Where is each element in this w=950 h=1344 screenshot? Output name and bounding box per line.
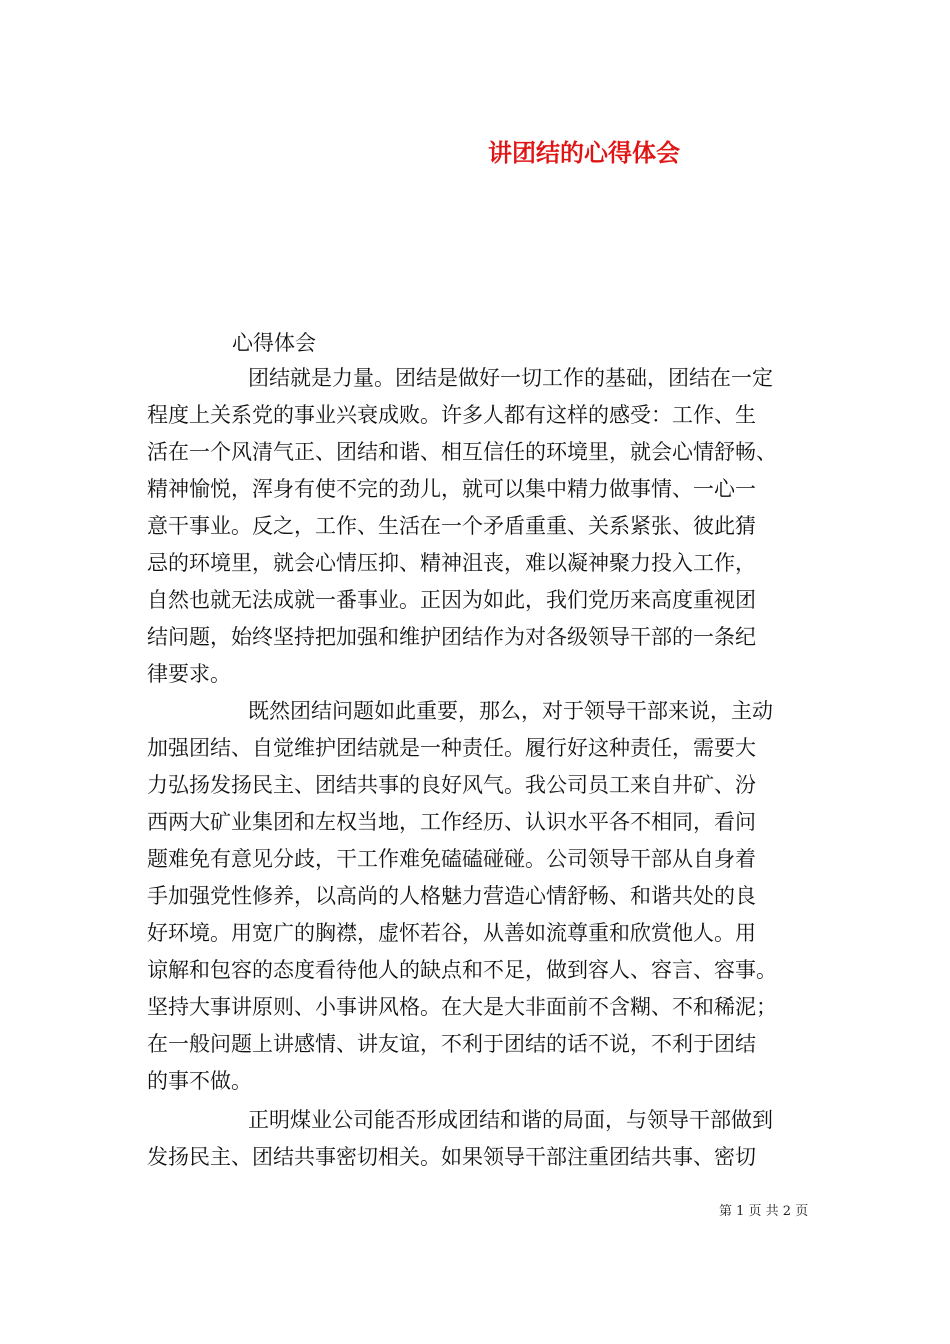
text-line: 好环境。用宽广的胸襟，虚怀若谷，从善如流尊重和欣赏他人。用 (147, 921, 756, 945)
text-line: 程度上关系党的事业兴衰成败。许多人都有这样的感受：工作、生 (147, 403, 756, 427)
text-line: 加强团结、自觉维护团结就是一种责任。履行好这种责任，需要大 (147, 736, 756, 760)
text-line: 在一般问题上讲感情、讲友谊，不利于团结的话不说，不利于团结 (147, 1032, 756, 1056)
text-line: 忌的环境里，就会心情压抑、精神沮丧，难以凝神聚力投入工作， (147, 551, 756, 575)
text-line: 力弘扬发扬民主、团结共事的良好风气。我公司员工来自井矿、汾 (147, 773, 756, 797)
text-line: 正明煤业公司能否形成团结和谐的局面，与领导干部做到 (248, 1108, 773, 1132)
text-line: 手加强党性修养，以高尚的人格魅力营造心情舒畅、和谐共处的良 (147, 884, 756, 908)
text-line: 自然也就无法成就一番事业。正因为如此，我们党历来高度重视团 (147, 588, 756, 612)
text-line: 既然团结问题如此重要，那么，对于领导干部来说，主动 (248, 699, 773, 723)
page-title: 讲团结的心得体会 (488, 138, 680, 167)
page-footer: 第 1 页 共 2 页 (719, 1204, 809, 1219)
text-line: 谅解和包容的态度看待他人的缺点和不足，做到容人、容言、容事。 (147, 958, 777, 982)
text-line: 团结就是力量。团结是做好一切工作的基础，团结在一定 (248, 366, 773, 390)
text-line: 结问题，始终坚持把加强和维护团结作为对各级领导干部的一条纪 (147, 625, 756, 649)
text-line: 律要求。 (147, 662, 231, 686)
text-line: 的事不做。 (147, 1069, 252, 1093)
text-line: 坚持大事讲原则、小事讲风格。在大是大非面前不含糊、不和稀泥； (147, 995, 777, 1019)
text-line: 活在一个风清气正、团结和谐、相互信任的环境里，就会心情舒畅、 (147, 440, 777, 464)
text-line: 发扬民主、团结共事密切相关。如果领导干部注重团结共事、密切 (147, 1145, 756, 1169)
text-line: 西两大矿业集团和左权当地，工作经历、认识水平各不相同，看问 (147, 810, 756, 834)
text-line: 意干事业。反之，工作、生活在一个矛盾重重、关系紧张、彼此猜 (147, 514, 756, 538)
section-heading: 心得体会 (232, 331, 316, 355)
text-line: 精神愉悦，浑身有使不完的劲儿，就可以集中精力做事情、一心一 (147, 477, 756, 501)
text-line: 题难免有意见分歧，干工作难免磕磕碰碰。公司领导干部从自身着 (147, 847, 756, 871)
